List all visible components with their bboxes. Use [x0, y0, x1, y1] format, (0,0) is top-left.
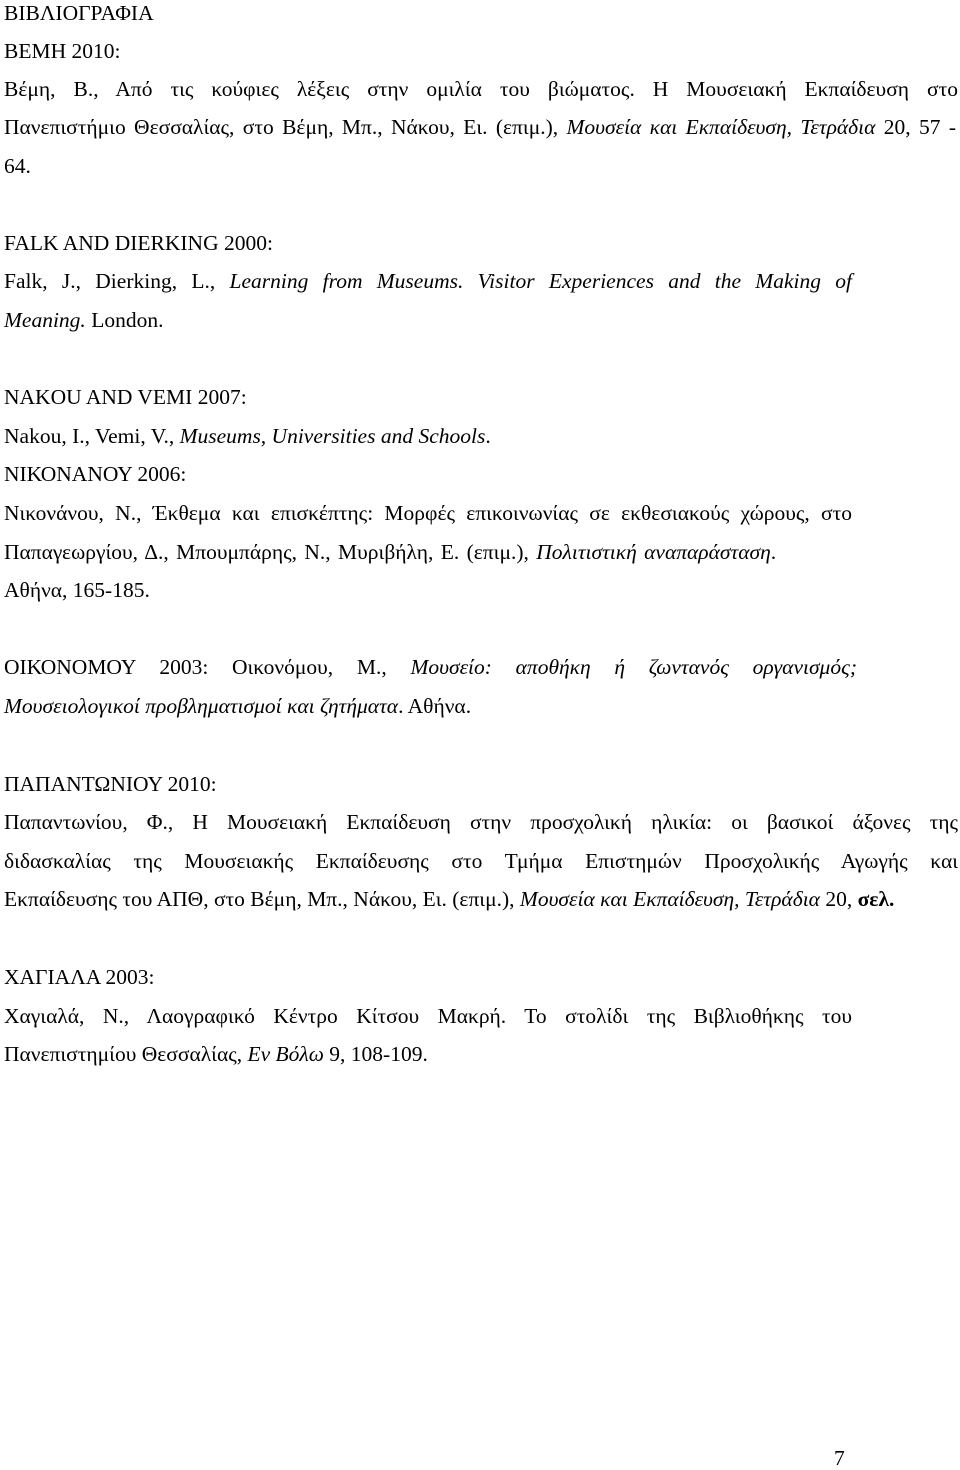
entry-line: Falk, J., Dierking, L., Learning from Museums. Visitor Experiences and the Making of — [4, 269, 852, 293]
entry-line: Meaning. London. — [4, 308, 164, 332]
entry-line: Nakou, I., Vemi, V., Museums, Universities and Schools. — [4, 424, 491, 448]
entry-key: ΒΕΜΗ 2010: — [4, 39, 121, 63]
entry-key: NAKOU AND VEMI 2007: — [4, 385, 247, 409]
entry-line: διδασκαλίας της Μουσειακής Εκπαίδευσης στο Τμήμα Επιστημών Προσχολικής Αγωγής και — [4, 849, 958, 873]
entry-line: Αθήνα, 165-185. — [4, 578, 150, 602]
entry-line: Βέμη, Β., Από τις κούφιες λέξεις στην ομιλία του βιώματος. Η Μουσειακή Εκπαίδευση στο — [4, 77, 958, 101]
entry-line: Παπαντωνίου, Φ., Η Μουσειακή Εκπαίδευση στην προσχολική ηλικία: οι βασικοί άξονες της — [4, 810, 958, 834]
entry-key: ΟΙΚΟΝΟΜΟΥ 2003: — [4, 655, 209, 679]
entry-line: Πανεπιστήμιο Θεσσαλίας, στο Βέμη, Μπ., Νάκου, Ει. (επιμ.), Μουσεία και Εκπαίδευση, Τετράδια 20, 57 - — [4, 115, 956, 139]
entry-key: ΧΑΓΙΑΛΑ 2003: — [4, 965, 155, 989]
entry-line: 64. — [4, 154, 31, 178]
entry-line: Μουσειολογικοί προβληματισμοί και ζητήματα. Αθήνα. — [4, 694, 472, 718]
entry-line: Χαγιαλά, Ν., Λαογραφικό Κέντρο Κίτσου Μακρή. Το στολίδι της Βιβλιοθήκης του — [4, 1004, 852, 1028]
entry-key: ΝΙΚΟΝΑΝΟΥ 2006: — [4, 462, 187, 486]
entry-line: Εκπαίδευσης του ΑΠΘ, στο Βέμη, Μπ., Νάκου, Ει. (επιμ.), Μουσεία και Εκπαίδευση, Τετράδια 20, σελ. — [4, 887, 895, 911]
entry-key: FALK AND DIERKING 2000: — [4, 231, 273, 255]
page-title: ΒΙΒΛΙΟΓΡΑΦΙΑ — [4, 1, 154, 25]
entry-key: ΠΑΠΑΝΤΩΝΙΟΥ 2010: — [4, 772, 217, 796]
page-number: 7 — [834, 1446, 845, 1470]
entry-line: Νικονάνου, Ν., Έκθεμα και επισκέπτης: Μορφές επικοινωνίας σε εκθεσιακούς χώρους, στο — [4, 501, 852, 525]
entry-line: Παπαγεωργίου, Δ., Μπουμπάρης, Ν., Μυριβήλη, Ε. (επιμ.), Πολιτιστική αναπαράσταση. — [4, 540, 777, 564]
entry-line: Πανεπιστημίου Θεσσαλίας, Εν Βόλω 9, 108-109. — [4, 1042, 428, 1066]
entry-line: ΟΙΚΟΝΟΜΟΥ 2003: Οικονόμου, Μ., Μουσείο: αποθήκη ή ζωντανός οργανισμός; — [4, 655, 857, 679]
